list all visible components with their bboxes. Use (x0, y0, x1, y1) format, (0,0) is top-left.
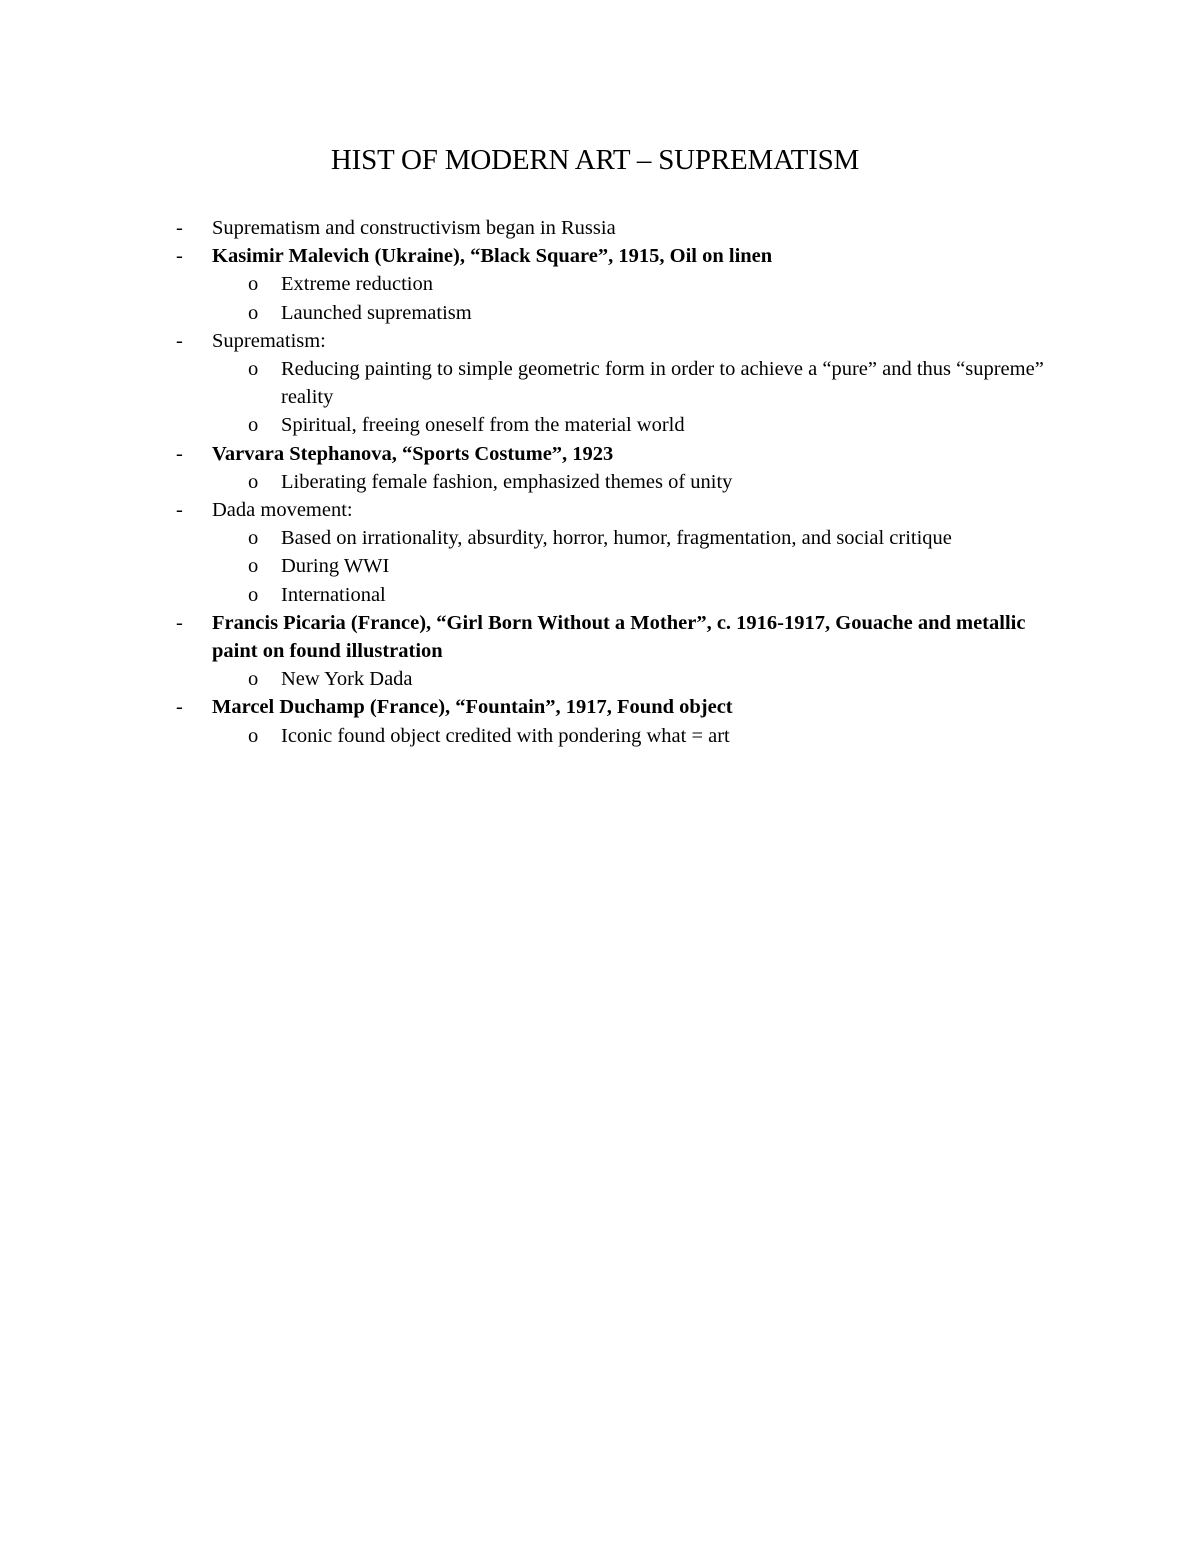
list-item (174, 496, 1074, 609)
bullet-marker: - (176, 611, 183, 634)
bullet-marker: - (176, 499, 183, 522)
sub-bullet-marker: o (248, 414, 259, 437)
sub-list-item (174, 468, 1074, 496)
sub-list (212, 355, 1074, 440)
sub-item-text: Extreme reduction (281, 273, 433, 296)
sub-list-item (174, 355, 1074, 411)
sub-list-item (174, 524, 1074, 552)
bullet-marker: - (176, 442, 183, 465)
sub-list (212, 468, 1074, 496)
sub-list (212, 270, 1074, 326)
bullet-marker: - (176, 329, 183, 352)
sub-list-item (174, 552, 1074, 580)
sub-bullet-marker: o (248, 668, 259, 691)
list-item (174, 693, 1074, 749)
bullet-marker: - (176, 696, 183, 719)
list-item (174, 242, 1074, 327)
sub-item-text: Spiritual, freeing oneself from the material world (281, 414, 685, 437)
sub-bullet-marker: o (248, 273, 259, 296)
sub-item-text: New York Dada (281, 668, 413, 691)
sub-item-text: Iconic found object credited with pondering what = art (281, 724, 730, 747)
list-item (174, 214, 1074, 242)
sub-item-text: During WWI (281, 555, 390, 578)
notes-list (174, 214, 1074, 750)
list-item-text: Suprematism and constructivism began in Russia (212, 217, 616, 239)
page-title: HIST OF MODERN ART – SUPREMATISM (330, 144, 860, 176)
sub-list (212, 524, 1074, 609)
list-item (174, 609, 1074, 694)
list-item-text: Marcel Duchamp (France), “Fountain”, 1917, Found object (212, 696, 733, 719)
sub-bullet-marker: o (248, 358, 259, 381)
sub-list-item (174, 411, 1074, 439)
list-item-text: Francis Picaria (France), “Girl Born Without a Mother”, c. 1916-1917, Gouache and metallic paint on found illustration (212, 611, 1026, 663)
bullet-marker: - (176, 217, 183, 239)
sub-bullet-marker: o (248, 301, 259, 324)
sub-item-text: Liberating female fashion, emphasized themes of unity (281, 470, 733, 493)
list-item-text: Dada movement: (212, 499, 353, 522)
bullet-marker: - (176, 245, 183, 268)
sub-bullet-marker: o (248, 555, 259, 578)
sub-list (212, 665, 1074, 693)
list-item-text: Suprematism: (212, 329, 326, 352)
sub-bullet-marker: o (248, 527, 259, 550)
sub-list-item (174, 722, 1074, 750)
list-item (174, 327, 1074, 440)
sub-list-item (174, 299, 1074, 327)
sub-bullet-marker: o (248, 470, 259, 493)
sub-list-item (174, 665, 1074, 693)
sub-item-text: Reducing painting to simple geometric form in order to achieve a “pure” and thus “supreme” reality (281, 358, 1044, 409)
sub-bullet-marker: o (248, 583, 259, 606)
list-item-text: Kasimir Malevich (Ukraine), “Black Square”, 1915, Oil on linen (212, 245, 773, 268)
sub-item-text: Based on irrationality, absurdity, horror, humor, fragmentation, and social critique (281, 527, 952, 550)
sub-item-text: Launched suprematism (281, 301, 472, 324)
sub-list-item (174, 270, 1074, 298)
sub-item-text: International (281, 583, 386, 606)
sub-list-item (174, 581, 1074, 609)
list-item (174, 440, 1074, 496)
sub-list (212, 722, 1074, 750)
sub-bullet-marker: o (248, 724, 259, 747)
list-item-text: Varvara Stephanova, “Sports Costume”, 1923 (212, 442, 614, 465)
